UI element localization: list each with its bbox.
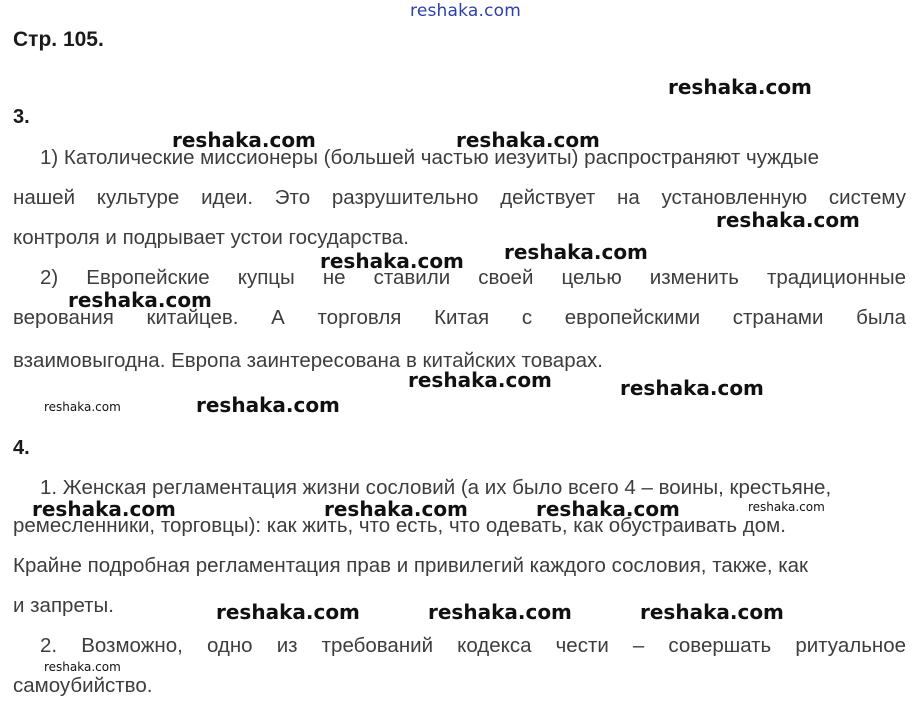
watermark: reshaka.com (196, 393, 340, 417)
section-3-number: 3. (13, 106, 30, 128)
page-label: Стр. 105. (13, 28, 104, 51)
section-4-number: 4. (13, 437, 30, 459)
watermark: reshaka.com (536, 497, 680, 521)
top-watermark: reshaka.com (410, 1, 521, 21)
watermark: reshaka.com (716, 208, 860, 232)
section-3-line-5: верования китайцев. А торговля Китая с европейскими странами была (13, 306, 906, 329)
watermark: reshaka.com (324, 497, 468, 521)
section-4-line-1: 1. Женская регламентация жизни сословий (а их было всего 4 – воины, крестьяне, (40, 476, 832, 499)
watermark: reshaka.com (640, 600, 784, 624)
section-3-line-1: 1) Католические миссионеры (большей частью иезуиты) распространяют чуждые (40, 146, 819, 169)
small-watermark: reshaka.com (44, 400, 121, 414)
watermark: reshaka.com (408, 368, 552, 392)
watermark: reshaka.com (428, 600, 572, 624)
small-watermark: reshaka.com (748, 500, 825, 514)
section-3-line-4: 2) Европейские купцы не ставили своей целью изменить традиционные (40, 266, 906, 289)
watermark: reshaka.com (172, 128, 316, 152)
watermark: reshaka.com (68, 288, 212, 312)
section-3-line-6: взаимовыгодна. Европа заинтересована в китайских товарах. (13, 349, 603, 372)
section-4-line-6: самоубийство. (13, 674, 153, 697)
section-4-line-4: и запреты. (13, 594, 114, 617)
section-4-line-2: ремесленники, торговцы): как жить, что есть, что одевать, как обустраивать дом. (13, 514, 786, 537)
section-4-line-5: 2. Возможно, одно из требований кодекса чести – совершать ритуальное (40, 634, 906, 657)
watermark: reshaka.com (320, 249, 464, 273)
small-watermark: reshaka.com (44, 660, 121, 674)
section-4-line-3: Крайне подробная регламентация прав и привилегий каждого сословия, также, как (13, 554, 809, 577)
watermark: reshaka.com (504, 240, 648, 264)
section-3-line-2: нашей культуре идеи. Это разрушительно действует на установленную систему (13, 186, 906, 209)
watermark: reshaka.com (216, 600, 360, 624)
section-3-line-3: контроля и подрывает устои государства. (13, 226, 409, 249)
watermark: reshaka.com (668, 75, 812, 99)
watermark: reshaka.com (620, 376, 764, 400)
watermark: reshaka.com (32, 497, 176, 521)
watermark: reshaka.com (456, 128, 600, 152)
